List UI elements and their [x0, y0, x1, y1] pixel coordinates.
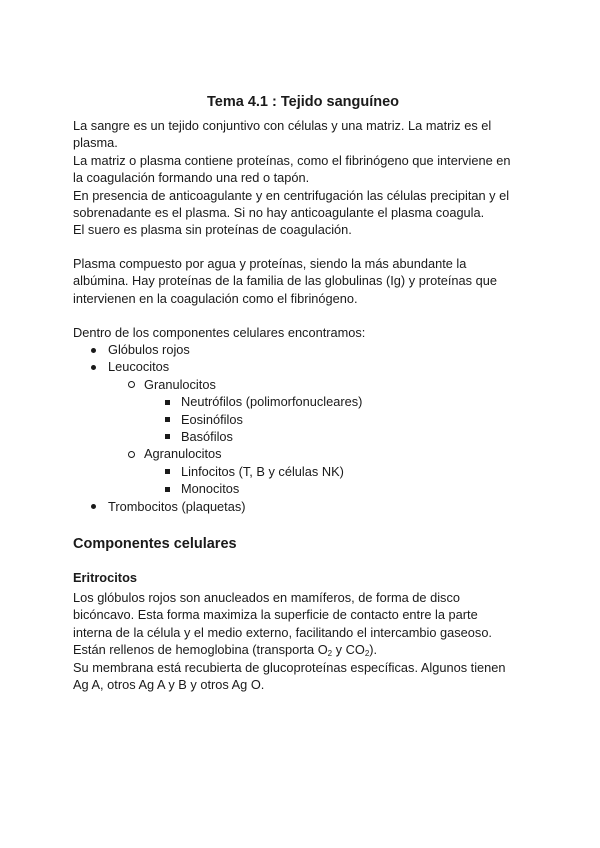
list-item: Monocitos [73, 480, 533, 497]
text-line: la coagulación formando una red o tapón. [73, 170, 310, 186]
text-line: plasma. [73, 135, 118, 151]
text-line: sobrenadante es el plasma. Si no hay anticoagulante el plasma coagula. [73, 205, 485, 221]
square-bullet-icon [165, 487, 170, 492]
sub-heading: Eritrocitos [73, 570, 137, 585]
text-line: Los glóbulos rojos son anucleados en mamíferos, de forma de disco [73, 590, 460, 605]
text-line: interna de la célula y el medio externo, facilitando el intercambio gaseoso. [73, 624, 492, 640]
bullet-icon [91, 348, 96, 353]
intro-paragraph [73, 117, 533, 239]
text-line: albúmina. Hay proteínas de la familia de las globulinas (Ig) y proteínas que [73, 273, 497, 289]
list-item: Glóbulos rojos [73, 341, 533, 358]
square-bullet-icon [165, 434, 170, 439]
list-item: Granulocitos [73, 376, 533, 393]
list-item: Linfocitos (T, B y células NK) [73, 463, 533, 480]
text-line: Plasma compuesto por agua y proteínas, siendo la más abundante la [73, 256, 467, 271]
bullet-icon [91, 365, 96, 370]
list-item: Basófilos [73, 428, 533, 445]
text-line: El suero es plasma sin proteínas de coagulación. [73, 222, 352, 238]
text-line: bicóncavo. Esta forma maximiza la superficie de contacto entre la parte [73, 607, 478, 623]
eritrocitos-paragraph [73, 589, 533, 693]
circle-bullet-icon [128, 451, 135, 458]
text-line: En presencia de anticoagulante y en centrifugación las células precipitan y el [73, 187, 510, 203]
page-title: Tema 4.1 : Tejido sanguíneo [206, 94, 400, 110]
square-bullet-icon [165, 417, 170, 422]
plasma-paragraph [73, 255, 533, 307]
bullet-icon [91, 504, 96, 509]
text-line: Están rellenos de hemoglobina (transporta $O_2$ y $CO_2$). [73, 642, 378, 659]
section-heading: Componentes celulares [73, 536, 237, 552]
components-intro: Dentro de los componentes celulares encontramos: [73, 325, 366, 340]
text-line: Su membrana está recubierta de glucoproteínas específicas. Algunos tienen [73, 659, 506, 675]
text-line: Ag A, otros Ag A y B y otros Ag O. [73, 677, 265, 693]
cell-components-list [73, 341, 533, 515]
text-line: La sangre es un tejido conjuntivo con células y una matriz. La matriz es el [73, 118, 492, 133]
list-item: Eosinófilos [73, 411, 533, 428]
list-item: Neutrófilos (polimorfonucleares) [73, 393, 533, 410]
list-item: Trombocitos (plaquetas) [73, 498, 533, 515]
text-line: intervienen en la coagulación como el fibrinógeno. [73, 290, 358, 306]
list-item: Agranulocitos [73, 445, 533, 462]
list-item: Leucocitos [73, 358, 533, 375]
text-line: La matriz o plasma contiene proteínas, como el fibrinógeno que interviene en [73, 152, 511, 168]
square-bullet-icon [165, 469, 170, 474]
square-bullet-icon [165, 400, 170, 405]
